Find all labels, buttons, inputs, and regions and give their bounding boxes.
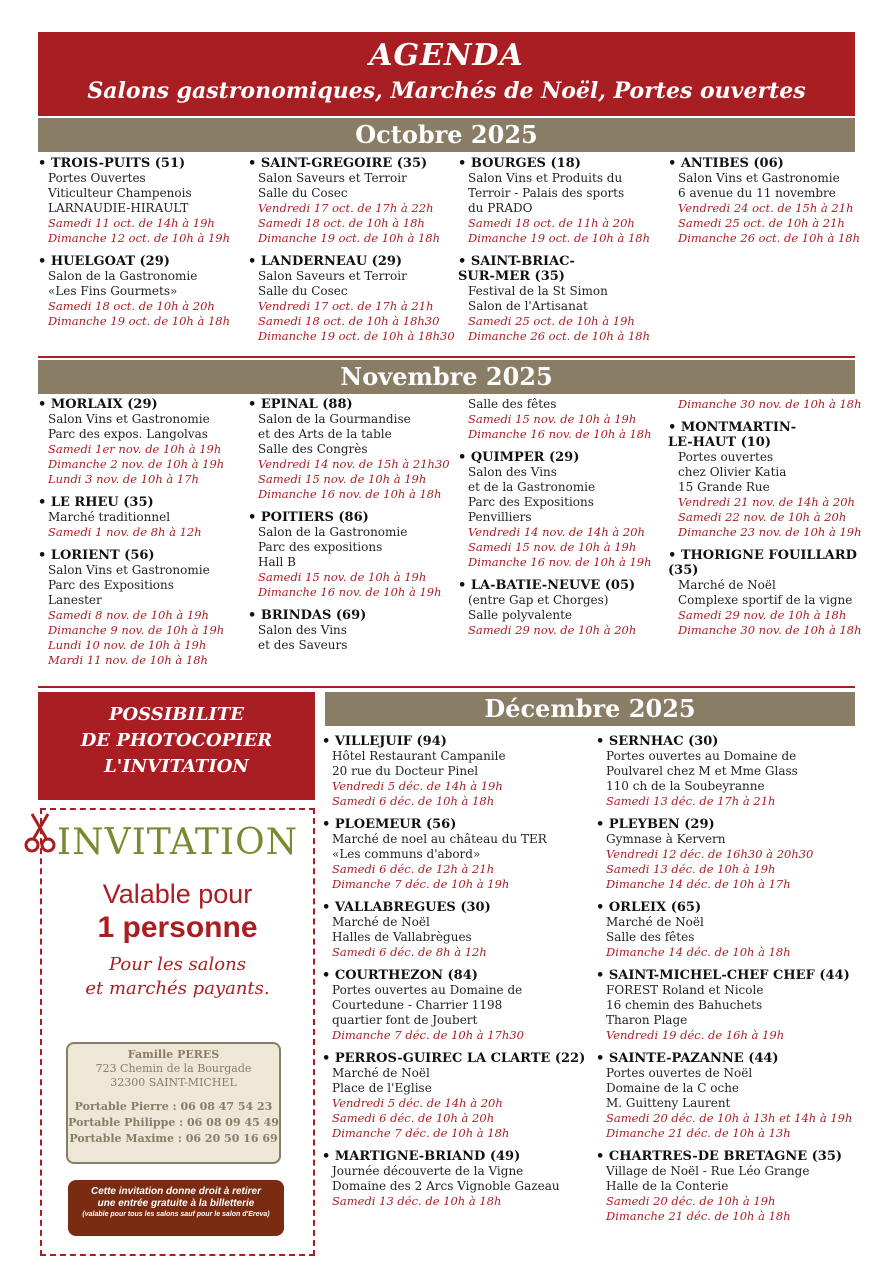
event-detail: Gymnase à Kervern xyxy=(606,832,726,846)
event-detail: Terroir - Palais des sports xyxy=(468,186,625,200)
event-date: Vendredi 14 nov. de 14h à 20h xyxy=(468,525,645,539)
event-city: • PLEYBEN (29) xyxy=(596,817,858,832)
event-detail: Salle des fêtes xyxy=(606,930,695,944)
event-date: Dimanche 14 déc. de 10h à 17h xyxy=(606,877,791,891)
event-detail: Parc des Expositions xyxy=(468,495,594,509)
event-date: Samedi 8 nov. de 10h à 19h xyxy=(48,608,209,622)
november-column-2 xyxy=(248,397,453,661)
event-entry xyxy=(596,900,858,960)
event-date: Vendredi 12 déc. de 16h30 à 20h30 xyxy=(606,847,814,861)
event-detail: Village de Noël - Rue Léo Grange xyxy=(606,1164,810,1178)
event-date: Samedi 13 déc. de 10h à 19h xyxy=(606,862,776,876)
event-date: Samedi 20 déc. de 10h à 19h xyxy=(606,1194,776,1208)
event-date: Dimanche 19 oct. de 10h à 18h30 xyxy=(258,329,455,343)
november-column-1 xyxy=(38,397,243,676)
event-detail: LARNAUDIE-HIRAULT xyxy=(48,201,189,215)
event-city: • SERNHAC (30) xyxy=(596,734,858,749)
event-date: Dimanche 19 oct. de 10h à 18h xyxy=(258,231,441,245)
event-entry xyxy=(668,420,862,540)
event-detail: Salon des Vins xyxy=(258,623,347,637)
event-detail: «Les communs d'abord» xyxy=(332,847,481,861)
agenda-header xyxy=(38,32,855,116)
october-column-2 xyxy=(248,156,453,352)
event-city: • ANTIBES (06) xyxy=(668,156,858,171)
contact-phone-pierre: Portable Pierre : 06 08 47 54 23 xyxy=(74,1100,273,1113)
event-entry xyxy=(38,548,243,668)
event-entry xyxy=(38,397,243,487)
event-detail: Complexe sportif de la vigne xyxy=(678,593,853,607)
event-date: Dimanche 26 oct. de 10h à 18h xyxy=(678,231,861,245)
event-detail: et des Saveurs xyxy=(258,638,348,652)
event-city: • ORLEIX (65) xyxy=(596,900,858,915)
event-detail: Marché de Noël xyxy=(332,1066,430,1080)
event-detail: Place de l'Eglise xyxy=(332,1081,432,1095)
event-date: Vendredi 21 nov. de 14h à 20h xyxy=(678,495,855,509)
event-entry xyxy=(596,1051,858,1141)
photocopy-line-1: POSSIBILITE xyxy=(108,704,245,725)
event-date: Samedi 13 déc. de 17h à 21h xyxy=(606,794,776,808)
event-detail: Portes ouvertes au Domaine de xyxy=(332,983,523,997)
event-date: Samedi 15 nov. de 10h à 19h xyxy=(258,472,427,486)
scope-line-2: et marchés payants. xyxy=(85,978,270,999)
event-detail: Parc des Expositions xyxy=(48,578,174,592)
event-entry xyxy=(668,397,862,412)
event-city: • MORLAIX (29) xyxy=(38,397,243,412)
event-detail: (entre Gap et Chorges) xyxy=(468,593,609,607)
event-detail: Tharon Plage xyxy=(606,1013,688,1027)
event-detail: Salle des fêtes xyxy=(468,397,557,411)
event-date: Dimanche 9 nov. de 10h à 19h xyxy=(48,623,225,637)
event-detail: 20 rue du Docteur Pinel xyxy=(332,764,479,778)
agenda-subtitle: Salons gastronomiques, Marchés de Noël, Portes ouvertes xyxy=(87,78,806,104)
event-detail: Salon de la Gastronomie xyxy=(258,525,408,539)
event-detail: Poulvarel chez M et Mme Glass xyxy=(606,764,798,778)
event-date: Samedi 15 nov. de 10h à 19h xyxy=(258,570,427,584)
event-date: Dimanche 16 nov. de 10h à 18h xyxy=(468,427,652,441)
event-detail: Journée découverte de la Vigne xyxy=(332,1164,524,1178)
contact-phone-maxime: Portable Maxime : 06 20 50 16 69 xyxy=(69,1132,278,1145)
event-city: • PERROS-GUIREC LA CLARTE (22) xyxy=(322,1051,592,1066)
event-date: Dimanche 19 oct. de 10h à 18h xyxy=(48,314,231,328)
event-entry xyxy=(248,397,453,502)
event-entry xyxy=(596,734,858,809)
event-date: Dimanche 7 déc. de 10h à 18h xyxy=(332,1126,510,1140)
event-city: • SAINT-GREGOIRE (35) xyxy=(248,156,453,171)
event-city: • BOURGES (18) xyxy=(458,156,663,171)
event-date: Samedi 6 déc. de 12h à 21h xyxy=(332,862,495,876)
event-entry xyxy=(668,548,862,638)
event-city: • EPINAL (88) xyxy=(248,397,453,412)
event-detail: Parc des expositions xyxy=(258,540,383,554)
event-detail: Portes Ouvertes xyxy=(48,171,146,185)
event-date: Vendredi 14 nov. de 15h à 21h30 xyxy=(258,457,450,471)
event-date: Dimanche 12 oct. de 10h à 19h xyxy=(48,231,231,245)
event-date: Samedi 20 déc. de 10h à 13h et 14h à 19h xyxy=(606,1111,853,1125)
event-detail: Domaine des 2 Arcs Vignoble Gazeau xyxy=(332,1179,560,1193)
event-detail: Portes ouvertes xyxy=(678,450,774,464)
event-city: • SAINTE-PAZANNE (44) xyxy=(596,1051,858,1066)
event-detail: 110 ch de la Soubeyranne xyxy=(606,779,765,793)
event-detail: Salle du Cosec xyxy=(258,284,348,298)
divider-october xyxy=(38,356,855,358)
event-date: Samedi 1er nov. de 10h à 19h xyxy=(48,442,222,456)
event-date: Samedi 6 déc. de 10h à 20h xyxy=(332,1111,495,1125)
event-date: Dimanche 16 nov. de 10h à 18h xyxy=(258,487,442,501)
invitation-scope xyxy=(42,953,313,1001)
december-column-1 xyxy=(322,734,592,1217)
event-detail: Salon de l'Artisanat xyxy=(468,299,588,313)
event-detail: Courtedune - Charrier 1198 xyxy=(332,998,503,1012)
event-date: Dimanche 30 nov. de 10h à 18h xyxy=(678,623,862,637)
event-city: • COURTHEZON (84) xyxy=(322,968,592,983)
event-city: • TROIS-PUITS (51) xyxy=(38,156,243,171)
divider-november xyxy=(38,686,855,688)
event-detail: Marché traditionnel xyxy=(48,510,171,524)
event-detail: Portes ouvertes de Noël xyxy=(606,1066,753,1080)
notice-line-2: une entrée gratuite à la billetterie xyxy=(97,1198,255,1209)
event-date: Dimanche 2 nov. de 10h à 19h xyxy=(48,457,225,471)
event-date: Samedi 18 oct. de 10h à 20h xyxy=(48,299,215,313)
event-entry xyxy=(248,608,453,653)
event-entry xyxy=(596,817,858,892)
event-detail: et des Arts de la table xyxy=(258,427,392,441)
event-city: • MONTMARTIN- LE-HAUT (10) xyxy=(668,420,858,450)
scissors-icon xyxy=(22,812,58,854)
event-entry xyxy=(596,968,858,1043)
event-city: • SAINT-BRIAC- SUR-MER (35) xyxy=(458,254,663,284)
event-city: • VALLABREGUES (30) xyxy=(322,900,592,915)
event-detail: Festival de la St Simon xyxy=(468,284,608,298)
event-entry xyxy=(322,734,592,809)
event-city: • VILLEJUIF (94) xyxy=(322,734,592,749)
event-detail: Lanester xyxy=(48,593,102,607)
scope-line-1: Pour les salons xyxy=(109,954,246,975)
event-city: • SAINT-MICHEL-CHEF CHEF (44) xyxy=(596,968,858,983)
event-detail: quartier font de Joubert xyxy=(332,1013,478,1027)
event-detail: M. Guitteny Laurent xyxy=(606,1096,731,1110)
contact-family: Famille PERES xyxy=(127,1048,220,1061)
validity-line-2: 1 personne xyxy=(97,911,258,944)
event-detail: Parc des expos. Langolvas xyxy=(48,427,208,441)
contact-phone-philippe: Portable Philippe : 06 08 09 45 49 xyxy=(68,1116,279,1129)
event-detail: du PRADO xyxy=(468,201,533,215)
event-detail: 15 Grande Rue xyxy=(678,480,770,494)
october-column-3 xyxy=(458,156,663,352)
event-entry xyxy=(322,968,592,1043)
october-column-1 xyxy=(38,156,243,337)
event-date: Dimanche 21 déc. de 10h à 18h xyxy=(606,1209,791,1223)
event-entry xyxy=(38,156,243,246)
event-date: Samedi 11 oct. de 14h à 19h xyxy=(48,216,215,230)
event-city: • QUIMPER (29) xyxy=(458,450,663,465)
event-entry xyxy=(458,578,663,638)
event-date: Lundi 10 nov. de 10h à 19h xyxy=(48,638,207,652)
event-entry xyxy=(322,1149,592,1209)
event-detail: Marché de Noël xyxy=(332,915,430,929)
event-date: Dimanche 23 nov. de 10h à 19h xyxy=(678,525,862,539)
invitation-notice xyxy=(68,1180,284,1236)
november-column-4 xyxy=(668,397,862,646)
event-date: Samedi 22 nov. de 10h à 20h xyxy=(678,510,847,524)
event-city: • PLOEMEUR (56) xyxy=(322,817,592,832)
event-date: Vendredi 5 déc. de 14h à 19h xyxy=(332,779,503,793)
event-detail: Halles de Vallabrègues xyxy=(332,930,472,944)
photocopy-line-2: DE PHOTOCOPIER xyxy=(80,730,273,751)
photocopy-line-3: L'INVITATION xyxy=(104,756,249,777)
event-date: Samedi 6 déc. de 8h à 12h xyxy=(332,945,487,959)
event-detail: Hall B xyxy=(258,555,296,569)
event-detail: Marché de noel au château du TER xyxy=(332,832,547,846)
event-date: Dimanche 14 déc. de 10h à 18h xyxy=(606,945,791,959)
event-entry xyxy=(458,156,663,246)
event-city: • LE RHEU (35) xyxy=(38,495,243,510)
invitation-validity xyxy=(42,877,313,945)
event-detail: chez Olivier Katia xyxy=(678,465,787,479)
notice-small: (valable pour tous les salons sauf pour le salon d'Ereva) xyxy=(82,1211,270,1218)
event-date: Dimanche 26 oct. de 10h à 18h xyxy=(468,329,651,343)
month-band-november: Novembre 2025 xyxy=(38,360,855,394)
event-date: Samedi 15 nov. de 10h à 19h xyxy=(468,540,637,554)
event-date: Samedi 18 oct. de 10h à 18h30 xyxy=(258,314,440,328)
event-entry xyxy=(322,1051,592,1141)
event-entry xyxy=(322,817,592,892)
event-entry xyxy=(322,900,592,960)
event-entry xyxy=(38,254,243,329)
event-detail: Marché de Noël xyxy=(678,578,776,592)
event-detail: «Les Fins Gourmets» xyxy=(48,284,178,298)
event-date: Dimanche 7 déc. de 10h à 19h xyxy=(332,877,510,891)
event-entry xyxy=(458,397,663,442)
event-detail: Halle de la Conterie xyxy=(606,1179,729,1193)
event-city: • MARTIGNE-BRIAND (49) xyxy=(322,1149,592,1164)
event-detail: 6 avenue du 11 novembre xyxy=(678,186,836,200)
event-detail: Salon Vins et Gastronomie xyxy=(48,412,210,426)
event-detail: Salle polyvalente xyxy=(468,608,573,622)
event-detail: FOREST Roland et Nicole xyxy=(606,983,764,997)
event-date: Vendredi 17 oct. de 17h à 21h xyxy=(258,299,434,313)
event-detail: Salon Vins et Produits du xyxy=(468,171,623,185)
event-city: • THORIGNE FOUILLARD (35) xyxy=(668,548,858,578)
photocopy-banner xyxy=(38,692,315,800)
event-detail: Salon Saveurs et Terroir xyxy=(258,269,407,283)
event-date: Vendredi 24 oct. de 15h à 21h xyxy=(678,201,854,215)
event-entry xyxy=(596,1149,858,1224)
event-detail: Salle des Congrès xyxy=(258,442,368,456)
event-date: Samedi 29 nov. de 10h à 18h xyxy=(678,608,847,622)
event-entry xyxy=(248,510,453,600)
event-detail: Portes ouvertes au Domaine de xyxy=(606,749,797,763)
event-detail: Salle du Cosec xyxy=(258,186,348,200)
december-column-2 xyxy=(596,734,858,1232)
contact-box xyxy=(66,1042,281,1164)
event-entry xyxy=(248,156,453,246)
event-detail: 16 chemin des Bahuchets xyxy=(606,998,763,1012)
event-date: Vendredi 17 oct. de 17h à 22h xyxy=(258,201,434,215)
event-detail: Viticulteur Champenois xyxy=(48,186,192,200)
event-date: Samedi 15 nov. de 10h à 19h xyxy=(468,412,637,426)
event-entry xyxy=(248,254,453,344)
event-date: Dimanche 21 déc. de 10h à 13h xyxy=(606,1126,791,1140)
event-city: • BRINDAS (69) xyxy=(248,608,453,623)
event-date: Samedi 6 déc. de 10h à 18h xyxy=(332,794,495,808)
event-detail: Marché de Noël xyxy=(606,915,704,929)
agenda-title: AGENDA xyxy=(369,38,524,73)
event-entry xyxy=(458,254,663,344)
event-entry xyxy=(668,156,861,246)
event-city: • CHARTRES-DE BRETAGNE (35) xyxy=(596,1149,858,1164)
event-city: • LANDERNEAU (29) xyxy=(248,254,453,269)
month-band-october: Octobre 2025 xyxy=(38,118,855,152)
event-date: Samedi 1 nov. de 8h à 12h xyxy=(48,525,202,539)
event-detail: Salon Saveurs et Terroir xyxy=(258,171,407,185)
month-band-december: Décembre 2025 xyxy=(325,692,855,726)
event-date: Samedi 29 nov. de 10h à 20h xyxy=(468,623,637,637)
october-column-4 xyxy=(668,156,861,254)
event-date: Samedi 25 oct. de 10h à 21h xyxy=(678,216,845,230)
event-city: • HUELGOAT (29) xyxy=(38,254,243,269)
event-date: Dimanche 30 nov. de 10h à 18h xyxy=(678,397,862,411)
event-detail: Salon de la Gourmandise xyxy=(258,412,411,426)
event-date: Samedi 25 oct. de 10h à 19h xyxy=(468,314,635,328)
event-date: Samedi 13 déc. de 10h à 18h xyxy=(332,1194,502,1208)
event-date: Lundi 3 nov. de 10h à 17h xyxy=(48,472,199,486)
event-city: • LORIENT (56) xyxy=(38,548,243,563)
event-detail: Domaine de la C oche xyxy=(606,1081,740,1095)
event-detail: Salon des Vins xyxy=(468,465,557,479)
event-date: Mardi 11 nov. de 10h à 18h xyxy=(48,653,208,667)
event-date: Dimanche 16 nov. de 10h à 19h xyxy=(258,585,442,599)
event-city: • LA-BATIE-NEUVE (05) xyxy=(458,578,663,593)
november-column-3 xyxy=(458,397,663,646)
contact-address-2: 32300 SAINT-MICHEL xyxy=(110,1076,237,1089)
event-entry xyxy=(458,450,663,570)
event-date: Dimanche 16 nov. de 10h à 19h xyxy=(468,555,652,569)
invitation-title: INVITATION xyxy=(56,822,299,863)
validity-line-1: Valable pour xyxy=(102,879,253,909)
notice-line-1: Cette invitation donne droit à retirer xyxy=(90,1186,262,1197)
contact-address-1: 723 Chemin de la Bourgade xyxy=(95,1062,252,1075)
event-date: Samedi 18 oct. de 10h à 18h xyxy=(258,216,425,230)
event-detail: Hôtel Restaurant Campanile xyxy=(332,749,506,763)
event-date: Dimanche 19 oct. de 10h à 18h xyxy=(468,231,651,245)
event-detail: Salon Vins et Gastronomie xyxy=(48,563,210,577)
event-city: • POITIERS (86) xyxy=(248,510,453,525)
event-date: Samedi 18 oct. de 11h à 20h xyxy=(468,216,635,230)
event-detail: Salon Vins et Gastronomie xyxy=(678,171,840,185)
event-entry xyxy=(38,495,243,540)
event-detail: Penvilliers xyxy=(468,510,532,524)
event-date: Vendredi 5 déc. de 14h à 20h xyxy=(332,1096,503,1110)
event-date: Vendredi 19 déc. de 16h à 19h xyxy=(606,1028,785,1042)
event-detail: et de la Gastronomie xyxy=(468,480,596,494)
event-detail: Salon de la Gastronomie xyxy=(48,269,198,283)
event-date: Dimanche 7 déc. de 10h à 17h30 xyxy=(332,1028,524,1042)
